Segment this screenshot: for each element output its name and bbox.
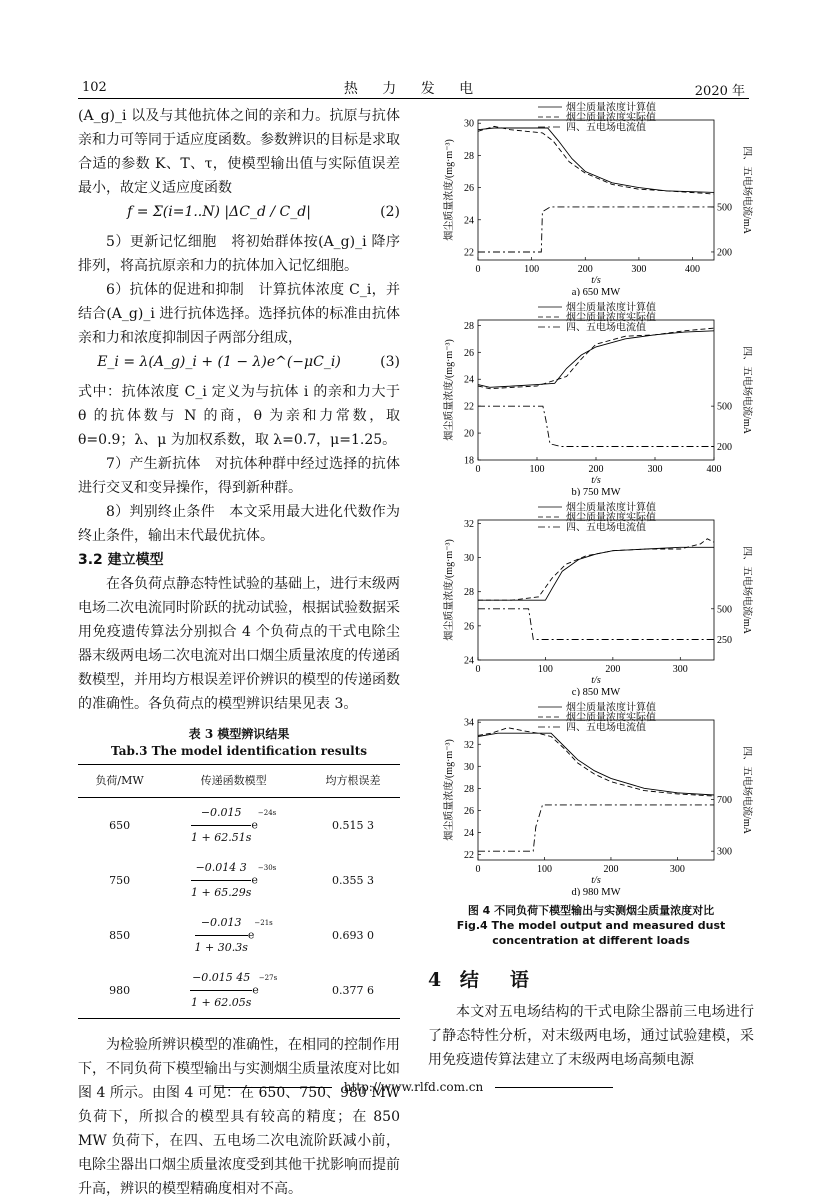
y-tick-label: 22 [464,247,474,259]
figure-4 [428,100,754,900]
series-line [478,406,714,446]
figure-caption [428,903,754,948]
right-tick-label: 500 [717,604,732,616]
cell-model [161,853,306,908]
numerator: −0.014 3 [191,856,251,881]
y-axis-label-left: 烟尘质量浓度/(mg·m⁻³) [444,339,455,441]
footer [0,1080,827,1094]
x-tick-label: 0 [475,264,481,275]
y-tick-label: 22 [464,401,474,413]
exponent: −27s [258,974,278,982]
x-tick-label: 300 [647,464,663,475]
cell-model [161,963,306,1019]
right-tick-label: 200 [717,247,732,259]
x-tick-label: 100 [537,664,553,675]
x-tick-label: 100 [524,264,540,275]
y-axis-label-right: 四、五电场电流/mA [741,746,752,834]
fraction [190,966,252,1015]
table-row [78,853,400,908]
x-axis-label: t/s [591,875,601,886]
exp-base: e [247,928,255,942]
y-tick-label: 24 [464,374,474,386]
paragraph: 7）产生新抗体 对抗体种群中经过选择的抗体进行交叉和变异操作，得到新种群。 [78,456,400,496]
right-tick-label: 200 [717,442,732,454]
x-axis-label: t/s [591,475,601,486]
legend-entry: 四、五电场电流值 [566,322,646,334]
series-line [478,547,714,600]
x-tick-label: 200 [605,664,621,675]
series-line [478,328,714,389]
right-tick-label: 500 [717,202,732,214]
series-line [478,733,714,795]
y-axis-label-left: 烟尘质量浓度/(mg·m⁻³) [444,739,455,841]
numerator: −0.013 [195,911,248,936]
series-line [478,128,714,192]
x-tick-label: 200 [588,464,604,475]
footer-rule [495,1087,613,1088]
panel-subtitle: a) 650 MW [571,287,621,296]
series-line [478,126,714,194]
fraction [195,911,248,960]
exponent: −21s [254,919,273,927]
figure-caption-en: Fig.4 The model output and measured dust concentration at different loads [456,919,726,947]
y-tick-label: 34 [464,717,474,729]
x-tick-label: 300 [669,864,685,875]
chart-panel [428,500,754,696]
y-tick-label: 26 [464,805,474,817]
legend-entry: 四、五电场电流值 [566,122,646,134]
table-row [78,798,400,854]
table-header: 负荷/MW [78,765,161,798]
x-tick-label: 100 [529,464,545,475]
page-number: 102 [82,80,107,95]
table-title-en: Tab.3 The model identification results [110,744,368,758]
section-heading: 4 结 语 [428,969,535,991]
table-title-cn: 表 3 模型辨识结果 [188,727,290,741]
x-tick-label: 300 [631,264,647,275]
right-tick-label: 500 [717,401,732,413]
series-line [478,609,714,640]
x-tick-label: 200 [577,264,593,275]
cell-load: 750 [109,873,131,887]
equation-number: (3) [380,354,400,370]
y-tick-label: 24 [464,215,474,227]
y-tick-label: 22 [464,849,474,861]
plot-frame [478,320,714,460]
y-tick-label: 28 [464,320,474,332]
y-tick-label: 24 [464,827,474,839]
paragraph: 在各负荷点静态特性试验的基础上，进行末级两电场二次电流同时阶跃的扰动试验，根据试验数据采用免疫遗传算法分别拟合 4 个负荷点的干式电除尘器末级两电场二次电流对出口烟尘质量浓度的传递函数模型，并用均方根误差评价辨识的模型的传递函数的准确性。各负荷点的模型辨识结果见表 3。 [78,576,400,712]
equation-number: (2) [380,204,400,220]
results-table [78,764,400,1019]
y-tick-label: 32 [464,739,474,751]
exponent: −30s [257,864,277,872]
paragraph: 本文对五电场结构的干式电除尘器前三电场进行了静态特性分析，对末级两电场，通过试验建模，采用免疫遗传算法建立了末级两电场高频电源 [428,1004,754,1068]
series-line [478,207,714,252]
paragraph: 为检验所辨识模型的准确性，在相同的控制作用下，不同负荷下模型输出与实测烟尘质量浓度对比如图 4 所示。由图 4 可见：在 650、750、980 MW 负荷下，所拟合的模型具有较高的精度；在 850 MW 负荷下，在四、五电场二次电流阶跃减小前，电除尘器出口烟尘质量浓度受到其他干扰影响而提前升高，辨识的模型精确度相对不高。 [78,1037,400,1197]
exponent: −24s [257,809,277,817]
fraction [191,801,251,850]
cell-load: 850 [109,928,131,942]
exp-base: e [252,983,259,997]
y-tick-label: 30 [464,553,474,565]
cell-load: 650 [109,818,131,832]
y-axis-label-right: 四、五电场电流/mA [741,346,752,434]
y-tick-label: 26 [464,347,474,359]
chart-panel [428,100,754,296]
x-axis-label: t/s [591,275,601,286]
series-line [478,331,714,388]
numerator: −0.015 45 [190,966,252,991]
cell-rmse: 0.693 0 [332,928,375,942]
y-tick-label: 30 [464,118,474,130]
legend-entry: 烟尘质量浓度实际值 [566,712,656,724]
equation-text: f = Σ(i=1..N) |ΔC_d / C_d| [127,204,311,220]
y-tick-label: 28 [464,150,474,162]
y-axis-label-left: 烟尘质量浓度/(mg·m⁻³) [444,139,455,241]
x-tick-label: 100 [536,864,552,875]
legend-entry: 烟尘质量浓度计算值 [566,102,656,114]
year: 2020 年 [694,84,745,99]
legend-entry: 四、五电场电流值 [566,522,646,534]
right-tick-label: 250 [717,635,732,647]
legend-entry: 烟尘质量浓度计算值 [566,502,656,514]
denominator: 1 + 30.3s [194,941,248,954]
table-row [78,908,400,963]
panel-subtitle: c) 850 MW [571,687,621,696]
right-tick-label: 700 [717,794,732,806]
figure-caption-cn: 图 4 不同负荷下模型输出与实测烟尘质量浓度对比 [467,904,715,917]
legend-entry: 烟尘质量浓度计算值 [566,702,656,714]
legend-entry: 烟尘质量浓度计算值 [566,302,656,314]
exp-base: e [251,873,258,887]
table-row [78,963,400,1019]
y-axis-label-right: 四、五电场电流/mA [741,146,752,234]
numerator: −0.015 [191,801,251,826]
right-column-tail [428,1000,754,1072]
footer-url: http://www.rlfd.com.cn [343,1080,484,1094]
denominator: 1 + 62.05s [191,996,252,1009]
y-tick-label: 18 [464,455,474,467]
y-tick-label: 28 [464,783,474,795]
table-header: 均方根误差 [306,765,400,798]
right-tick-label: 300 [717,846,732,858]
denominator: 1 + 65.29s [191,886,252,899]
chart-panel [428,700,754,896]
y-tick-label: 26 [464,183,474,195]
series-line [478,728,714,796]
legend-entry: 烟尘质量浓度实际值 [566,112,656,124]
y-tick-label: 32 [464,518,474,530]
paragraph: 8）判别终止条件 本文采用最大进化代数作为终止条件，输出末代最优抗体。 [78,504,400,544]
equation-2 [78,200,400,230]
paragraph: (A_g)_i 以及与其他抗体之间的亲和力。抗原与抗体亲和力可等同于适应度函数。参数辨识的目标是求取合适的参数 K、T、τ，使模型输出值与实际值误差最小，故定义适应度函数 [78,108,400,196]
plot-frame [478,720,714,860]
section-heading: 3.2 建立模型 [78,552,164,568]
x-tick-label: 0 [475,464,481,475]
y-tick-label: 24 [464,655,474,667]
y-tick-label: 26 [464,621,474,633]
legend-entry: 烟尘质量浓度实际值 [566,312,656,324]
paragraph: 式中：抗体浓度 C_i 定义为与抗体 i 的亲和力大于 θ 的抗体数与 N 的商，θ 为亲和力常数，取 θ=0.9；λ、μ 为加权系数，取 λ=0.7，μ=1.25。 [78,384,400,448]
x-tick-label: 0 [475,664,481,675]
equation-3 [78,350,400,380]
y-axis-label-right: 四、五电场电流/mA [741,546,752,634]
denominator: 1 + 62.51s [191,831,252,844]
paragraph: 5）更新记忆细胞 将初始群体按(A_g)_i 降序排列，将高抗原亲和力的抗体加入记忆细胞。 [78,234,400,274]
paragraph: 6）抗体的促进和抑制 计算抗体浓度 C_i，并结合(A_g)_i 进行抗体选择。选择抗体的标准由抗体亲和力和浓度抑制因子两部分组成， [78,282,400,346]
cell-rmse: 0.355 3 [332,873,375,887]
equation-text: E_i = λ(A_g)_i + (1 − λ)e^(−μC_i) [97,354,341,370]
cell-rmse: 0.377 6 [306,963,400,1019]
panel-subtitle: b) 750 MW [571,487,621,496]
y-axis-label-left: 烟尘质量浓度/(mg·m⁻³) [444,539,455,641]
series-line [478,539,714,600]
cell-load: 980 [78,963,161,1019]
cell-model [161,798,306,854]
chart-panel [428,300,754,496]
footer-rule [214,1087,332,1088]
fraction [191,856,251,905]
left-column [78,104,400,1201]
y-tick-label: 28 [464,587,474,599]
x-tick-label: 400 [685,264,701,275]
header-rule [78,98,749,99]
x-axis-label: t/s [591,675,601,686]
panel-subtitle: d) 980 MW [571,887,621,896]
x-tick-label: 0 [475,864,481,875]
journal-name: 热 力 发 电 [343,81,484,97]
table-header: 传递函数模型 [161,765,306,798]
exp-base: e [251,818,258,832]
plot-frame [478,520,714,660]
plot-frame [478,120,714,260]
legend-entry: 四、五电场电流值 [566,722,646,734]
cell-model [161,908,306,963]
x-tick-label: 300 [672,664,688,675]
running-header [78,78,749,98]
x-tick-label: 400 [706,464,722,475]
y-tick-label: 30 [464,761,474,773]
x-tick-label: 200 [603,864,619,875]
legend-entry: 烟尘质量浓度实际值 [566,512,656,524]
series-line [478,805,714,851]
cell-rmse: 0.515 3 [332,818,375,832]
y-tick-label: 20 [464,428,474,440]
